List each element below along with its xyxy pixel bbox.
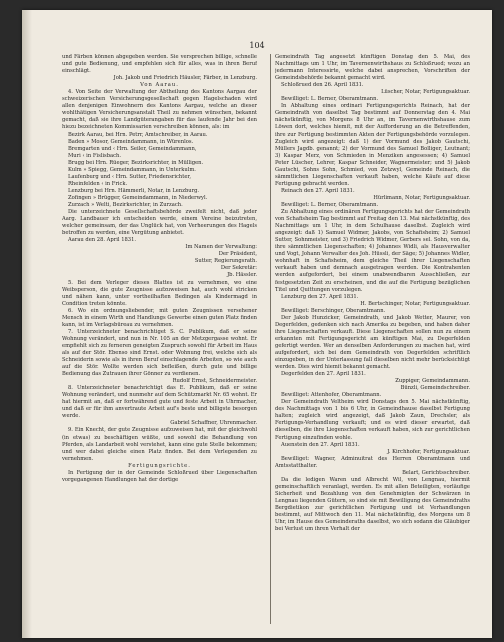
left-column-paragraph: Kulm » Spiegg, Gemeindammann, in Unterkulm.	[68, 166, 196, 173]
left-column-paragraph: Brugg bei Hrn. Rüeger, Bezirksrichter, in Mülligen.	[68, 159, 204, 166]
left-column-paragraph: Rudolf Ernst, Schneidermeister.	[172, 378, 257, 385]
right-column-paragraph: Schloßrued den 26. April 1831.	[281, 82, 364, 89]
left-column-paragraph: Baden » Mosor, Gemeindammann, in Würenlos.	[68, 138, 194, 145]
left-column-paragraph: Aarau den 28. April 1831.	[68, 237, 137, 244]
right-column-paragraph: Zu Abhaltung eines ordinären Fertigungsgerichts hat der Gemeindrath von Schafisheim Tag bestimmt auf Freitag den 13. Mai nächstkünftig, des Nachmittags um 1 Uhr, in dem Schulhause daselbst. Zugleich wird angezeigt: daß 1) Samuel Widmer, Jakobs, von Schafisheim; 2) Samuel Sutter, Sohnmeister, und 3) Friedrich Widmer, Gerbers sel. Sohn, von da, ihre sämmtlichen Liegenschaften; 4) Johannes Widli, als Hausverwalter und Vogt, Johann Verwalter des Joh. Hüssli, der Säge; 5) Johannes Widler, wohnhaft in Schafisheim, dem gleiche Theil ihrer Liegenschaften verkauft haben und demnach ausgetragen werden. Die Kontrahenten werden aufgefordert, bei einem unabwendbaren Ausschließen, zur festgesetzten Zeit zu erscheinen, und die auf die Fertigung bezüglichen Titel und Quittungen vorzulegen.	[275, 209, 470, 293]
right-column-paragraph: Bewilliget: Berschinger, Oberamtmann.	[281, 307, 386, 314]
left-column	[62, 54, 257, 624]
right-column-paragraph: J. Kirchhofer, Fertigungsaktuar.	[387, 448, 470, 455]
right-column-paragraph: Degerfelden den 27. April 1831.	[281, 371, 366, 378]
newspaper-page	[22, 10, 492, 638]
left-column-paragraph: Zofingen » Brügger, Gemeindammann, in Niederwyl.	[68, 194, 208, 201]
left-column-paragraph: 8. Unterzeichneter benachrichtigt das E. Publikum, daß er seine Wohnung verändert, und nunmehr auf dem Schützmarkt Nr. 65 wohnt. Er hat hiermit an, daß er fortwährend gute und feste Arbeit in Uhrmacher, und daß er für ihm anvertraute Arbeit auf's beste und billigste besorgen werde.	[62, 385, 257, 420]
page-binding-shadow	[22, 10, 32, 638]
page-number: 104	[249, 41, 265, 50]
left-column-paragraph: Der Sekretär:	[220, 265, 257, 272]
right-column-paragraph: Lenzburg den 27. April 1831.	[281, 293, 359, 300]
right-column-paragraph: Bewilliget: Attenhofer, Oberamtmann.	[281, 392, 382, 399]
right-column-paragraph: Bewilliget: L. Berner, Oberamtmann.	[281, 201, 379, 208]
right-column-paragraph: Lüscher, Notar, Fertigungsaktuar.	[381, 89, 470, 96]
left-column-paragraph: 6. Wo ein ordnungsliebender, mit guten Zeugnissen versehener Mensch in einem Wirth und Handlungs Gewerbe einen guten Platz finden kann, ist im Verlagsbüreau zu vernehmen.	[62, 307, 257, 328]
left-column-paragraph: Lenzburg bei Hrn. Hämmerli, Notar, in Lenzburg.	[68, 187, 200, 194]
right-column-paragraph: Belart, Gerichtsschreiber.	[402, 469, 470, 476]
left-column-paragraph: Bremgarten und ‹ Hrn. Seiler, Gemeindammann,	[68, 145, 197, 152]
left-column-paragraph: Joh. Jakob und Friedrich Häusler, Färber, in Lenzburg.	[113, 75, 257, 82]
left-column-paragraph: Zurzach » Welti, Bezirksrichter, in Zurzach.	[68, 201, 183, 208]
left-column-paragraph: Sutter, Regierungsrath.	[194, 258, 257, 265]
left-column-paragraph: 7. Unterzeichneter benachrichtiget S. C. Publikum, daß er seine Wohnung verändert, und nun in Nr. 105 an der Metzgergasse wohnt. Er empfiehlt sich zu ferneren geneigten Zuspruch sowohl für Arbeit im Haus als auf der Stör. Ebenso sind Ernst. oder Wohnung frei, welche sich als Schneiderin sowie als in ihren Beruf einschlagende Arbeiten, so wie auch auf die Stör. Wollte werden sich befleißen, durch gute und billige Bedienung das Zutrauen ihrer Gönner zu verdienen.	[62, 328, 257, 378]
left-column-paragraph: Bezirk Aarau, bei Hrn. Petrr, Amtschreiber, in Aarau.	[68, 131, 208, 138]
right-column-paragraph: Zuppiger, Gemeindammann.	[395, 378, 470, 385]
left-column-paragraph: 4. Von Seite der Verwaltung der Abtheilung des Kantons Aargau der schweizerischen Versicherungsgesellschaft gegen Hagelschaden wird allen denjenigen Einwohnern des Kantons Aargau, welche an dieser wohlthätigen Versicherungsanstalt Theil zu nehmen wünschen, bekannt gemacht, daß sie ihre Landgüterangaben für das laufende Jahr bei den hiezu bezeichneten Kommissarien verschreiben können, als: im	[62, 89, 257, 131]
left-column-paragraph: und Färben können abgegeben werden. Sie versprechen billige, schnelle und gute Bedienung, und empfehlen sich für alles, was in ihren Beruf einschlägt.	[62, 54, 257, 75]
right-column-paragraph: Hürlimann, Notar, Fertigungsaktuar.	[373, 194, 470, 201]
right-column-paragraph: Bewilliget: L. Berner, Oberamtmann.	[281, 96, 379, 103]
right-column-paragraph: Der Gemeindrath Veltheim wird Donstags den 5. Mai nächstkünftig, des Nachmittags von 1 bis 6 Uhr, in Gemeindhause daselbst Fertigung halten; zugleich wird angezeigt, daß Jakob Zaun, Drechsler, als Fertigungs-Verhandlung verkauft; und es wird dieser erwartet, daß dieselben, die ihre Liegenschaften verkauft haben, sich zur gerichtlichen Fertigung einzufinden wohle.	[275, 399, 470, 441]
right-column	[275, 54, 470, 624]
right-column-paragraph: Der Jakob Hunzicker, Gemeindrath, und Jakob Wetter, Maurer, von Degerfelden, gedenken sich nach Amerika zu begeben, und haben daher ihre Liegenschaften verkauft. Diese Liegenschaften sollen nun zu einem erkannten mit Fertigungsgericht am künftigen Mai, zu Degerfelden gefertigt werden. Wer an denselben Anforderungen zu machen hat, wird aufgefordert, sich bei dem Gemeindrath von Degerfelden schriftlich einzugeben, in der Unterlassung fall dieselben nicht mehr berücksichtigt werden. Dies wird hiemit bekannt gemacht.	[275, 314, 470, 371]
right-column-paragraph: Reinach den 27. April 1831.	[281, 187, 355, 194]
left-column-paragraph: Laufenburg und ‹ Hrn. Sutter, Friedensrichter,	[68, 173, 191, 180]
left-column-paragraph: Von Aarau.	[140, 82, 179, 89]
column-divider	[270, 54, 271, 624]
right-column-paragraph: In Abhaltung eines ordinari Fertigungsgerichts Reinach, hat der Gemeindrath von daselbst Tag bestimmt auf Donnerstag den 4. Mai nächstkünftig, von Morgens 8 Uhr an, im Tavernenwirthshause zum Löwen dort, welches hiemit, mit der Aufforderung an die Betreffenden, ihre zur Fertigung bestimmten Akten der Fertigungsbehörde vorzulegen. Zugleich wird angezeigt: daß 1) der Vormund des Jakob Gautschi, Müllers Jagdb. genannt; 2) der Vormund des Samuel Bolliger, Leutnant; 3) Kaspar Merz, von Schmieden in Menziken angesessen; 4) Samuel Peter Lüscher, Lehrer, Kaspar Schneider, Wagnermeister; und 5) Jakob Gautschi, Sohns Sohn, Schmied, von Zetzwyl, Gemeinde Reinach, die sämmtlichen Liegenschaften verkauft haben, welche Käufe auf diese Fertigung gebracht werden.	[275, 103, 470, 187]
left-column-paragraph: In Fertigung der in der Gemeinde Schloßrued über Liegenschaften vorgegangenen Handlungen hat der dortige	[62, 469, 257, 483]
left-column-paragraph: Im Namen der Verwaltung:	[185, 244, 257, 251]
left-column-paragraph: Muri ‹ in Fislisbach.	[68, 152, 122, 159]
right-column-paragraph: Bünzli, Gemeindschreiber.	[400, 385, 470, 392]
left-column-paragraph: 5. Bei dem Verleger dieses Blattes ist zu vernehmen, wo eine Weibsperson, die gute Zeugnisse aufzuweisen hat, auch wohl stricken und nähen kann, unter vortheilhaften Bedingen als Kindermagd in Condition treten könnte.	[62, 279, 257, 307]
right-column-paragraph: Auenstein den 27. April 1831.	[281, 441, 360, 448]
left-column-paragraph: Rheinfelden ‹ in Frick.	[68, 180, 128, 187]
right-column-paragraph: Bewilliget: Wagner, Adminuitrat des Herren Oberamtmann und Amtsstatthalter.	[275, 455, 470, 469]
left-column-paragraph: Die unterzeichnete Gesellschaftsbehörde zweifelt nicht, daß jeder Aarg. Landbauer ich entscheiden werde, einem Vereine beizutreten, welcher gemeinsam, der das Unglück hat, von Verheerungen des Hagels betroffen zu werden, eine Vergütung anbietet.	[62, 209, 257, 237]
left-column-paragraph: Fertigungsrichte.	[128, 462, 191, 469]
right-column-paragraph: Da die ledigen Waren und Albrecht Wil, von Lengnau, hiermit gemeinschaftlich veranlagt, werden. Es mit allen Beteiligten, vorläufige Sicherheit und Bezahlung von den Genehmigten der Schwärzen in Lengnau liegenden Gütern, so sind sie mit Bewilligung des Gemeindraths Bergdietikon zur gerichtlichen Fertigung und ist Verhandlungen bestimmt, auf Mittwoch den 11. Mai nächstkünftig, des Morgens um 8 Uhr, im Hause des Gemeinderaths daselbst, wo sich sodann die Gläubiger bei Verlust um ihren Verhalt der	[275, 476, 470, 533]
left-column-paragraph: Der Präsident,	[218, 251, 257, 258]
left-column-paragraph: Jb. Hässler.	[227, 272, 257, 279]
right-column-paragraph: H. Bertschinger, Notar, Fertigungsaktuar.	[360, 300, 470, 307]
left-column-paragraph: Gabriel Schaffner, Uhrenmacher.	[170, 420, 257, 427]
right-column-paragraph: Gemeindrath Tag angesetzt künftigen Donstag den 5. Mai, des Nachmittags um 1 Uhr, im Tavernenwirthshaus zu Schloßrued; wozu an jedermann Interessirte, welche dabei ansprechen, Vorschriften der Gemeindsbehörde bekannt gemacht wird.	[275, 54, 470, 82]
left-column-paragraph: 9. Ein Knecht, der gute Zeugnisse aufzuweisen hat, mit der gleichwohl (in etwas) zu beschäftigen wüßte, und sowohl die Behandlung von Pferden, als Landarbeit wohl verstehet, kann eine gute Stelle bekommen; und wer dabei gleiche einen Platz finden. Bei dem Verlegenden zu vernehmen.	[62, 427, 257, 462]
